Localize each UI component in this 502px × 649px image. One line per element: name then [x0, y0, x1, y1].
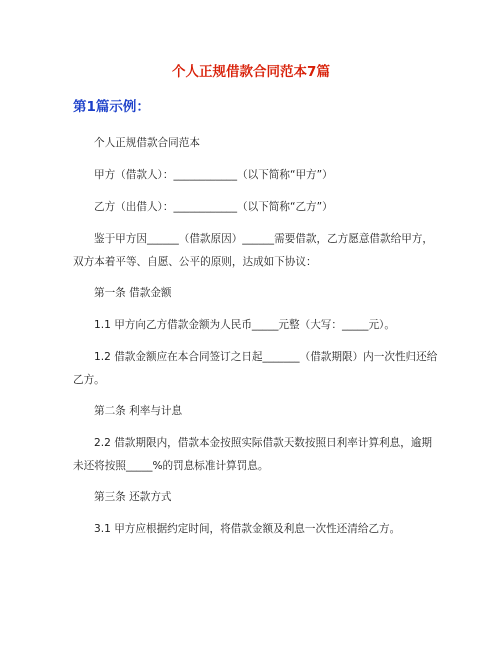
party-a-line: 甲方（借款人）：____________（以下简称“甲方”）	[94, 169, 333, 181]
clause-1-2: 1.2 借款金额应在本合同签订之日起_______（借款期限）内一次性归还给乙方。	[73, 351, 438, 386]
article-2-heading: 第二条 利率与计息	[94, 405, 183, 417]
clause-1-1: 1.1 甲方向乙方借款金额为人民币_____元整（大写：_____元）。	[94, 319, 395, 331]
contract-title-line: 个人正规借款合同范本	[94, 137, 200, 149]
article-3-heading: 第三条 还款方式	[94, 491, 172, 503]
clause-3-1: 3.1 甲方应根据约定时间，将借款金额及利息一次性还清给乙方。	[94, 523, 401, 535]
preamble-paragraph: 鉴于甲方因______（借款原因）______需要借款，乙方愿意借款给甲方，双方本着平等、自愿、公平的原则，达成如下协议：	[73, 233, 433, 268]
party-b-line: 乙方（出借人）：____________（以下简称“乙方”）	[94, 201, 333, 213]
article-1-heading: 第一条 借款金额	[94, 287, 172, 299]
document-title: 个人正规借款合同范本7篇	[172, 64, 330, 80]
section-heading: 第1篇示例：	[73, 99, 150, 115]
clause-2-2: 2.2 借款期限内，借款本金按照实际借款天数按照日利率计算利息，逾期未还将按照_____%的罚息标准计算罚息。	[73, 437, 433, 472]
